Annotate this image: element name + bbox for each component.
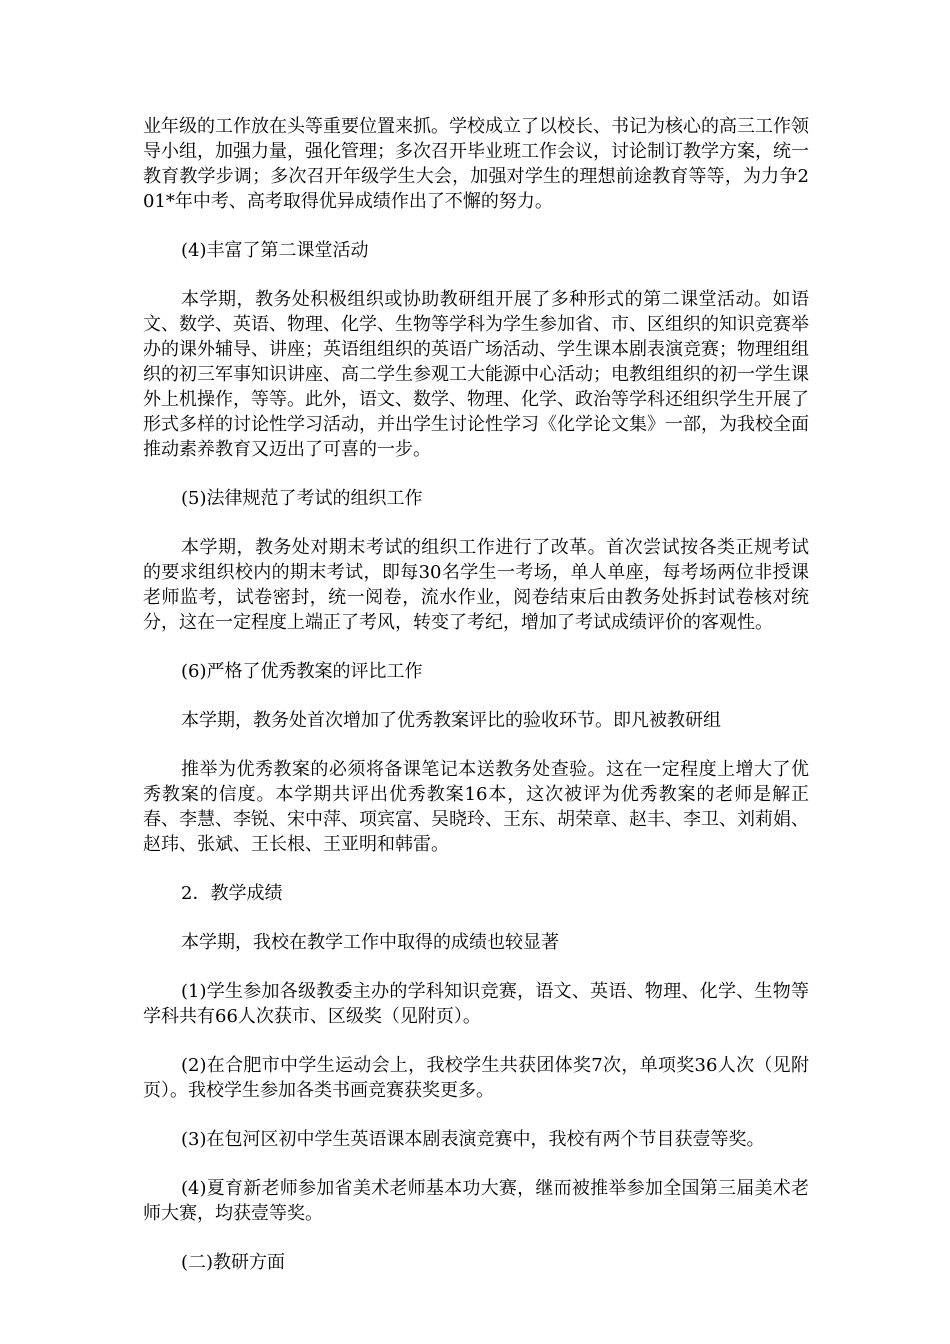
paragraph-teaching-results-intro: 本学期，我校在教学工作中取得的成绩也较显著 [181,932,559,953]
section-heading-second-classroom: (4)丰富了第二课堂活动 [181,240,369,261]
paragraph-result-4: (4)夏育新老师参加省美术老师基本功大赛，继而被推举参加全国第三届美术老师大赛，均获壹等奖。 [143,1178,809,1224]
paragraph-exam-organization: 本学期，教务处对期末考试的组织工作进行了改革。首次尝试按各类正规考试的要求组织校内的期末考试，即每30名学生一考场，单人单座，每考场两位非授课老师监考，试卷密封，统一阅卷，流水作业，阅卷结束后由教务处拆封试卷核对统分，这在一定程度上端正了考风，转变了考纪，增加了考试成绩评价的客观性。 [143,537,809,633]
paragraph-result-2: (2)在合肥市中学生运动会上，我校学生共获团体奖7次，单项奖36人次（见附页）。我校学生参加各类书画竞赛获奖更多。 [143,1055,809,1101]
section-heading-teaching-results: 2．教学成绩 [181,883,283,904]
document-body [143,114,809,1299]
section-heading-research: (二)教研方面 [181,1252,286,1273]
paragraph-lesson-plan-intro: 本学期，教务处首次增加了优秀教案评比的验收环节。即凡被教研组 [181,710,721,731]
paragraph-lesson-plan-detail: 推举为优秀教案的必须将备课笔记本送教务处查验。这在一定程度上增大了优秀教案的信度。本学期共评出优秀教案16本，这次被评为优秀教案的老师是解正春、李慧、李锐、宋中萍、项宾富、吴晓玲、王东、胡荣章、赵丰、李卫、刘莉娟、赵玮、张斌、王长根、王亚明和韩雷。 [143,759,809,855]
section-heading-exam-organization: (5)法律规范了考试的组织工作 [181,488,423,509]
paragraph-result-1: (1)学生参加各级教委主办的学科知识竞赛，语文、英语、物理、化学、生物等学科共有66人次获市、区级奖（见附页）。 [143,981,809,1027]
section-heading-lesson-plan-review: (6)严格了优秀教案的评比工作 [181,661,423,682]
paragraph-second-classroom: 本学期，教务处积极组织或协助教研组开展了多种形式的第二课堂活动。如语文、数学、英语、物理、化学、生物等学科为学生参加省、市、区组织的知识竞赛举办的课外辅导、讲座；英语组组织的英语广场活动、学生课本剧表演竞赛；物理组组织的初三军事知识讲座、高二学生参观工大能源中心活动；电教组组织的初一学生课外上机操作，等等。此外，语文、数学、物理、化学、政治等学科还组织学生开展了形式多样的讨论性学习活动，并出学生讨论性学习《化学论文集》一部，为我校全面推动素养教育又迈出了可喜的一步。 [143,289,809,460]
paragraph-continuation: 业年级的工作放在头等重要位置来抓。学校成立了以校长、书记为核心的高三工作领导小组，加强力量，强化管理；多次召开毕业班工作会议，讨论制订教学方案，统一教育教学步调；多次召开年级学生大会，加强对学生的理想前途教育等等，为力争201*年中考、高考取得优异成绩作出了不懈的努力。 [143,116,809,212]
paragraph-result-3: (3)在包河区初中学生英语课本剧表演竞赛中，我校有两个节目获壹等奖。 [181,1129,765,1150]
